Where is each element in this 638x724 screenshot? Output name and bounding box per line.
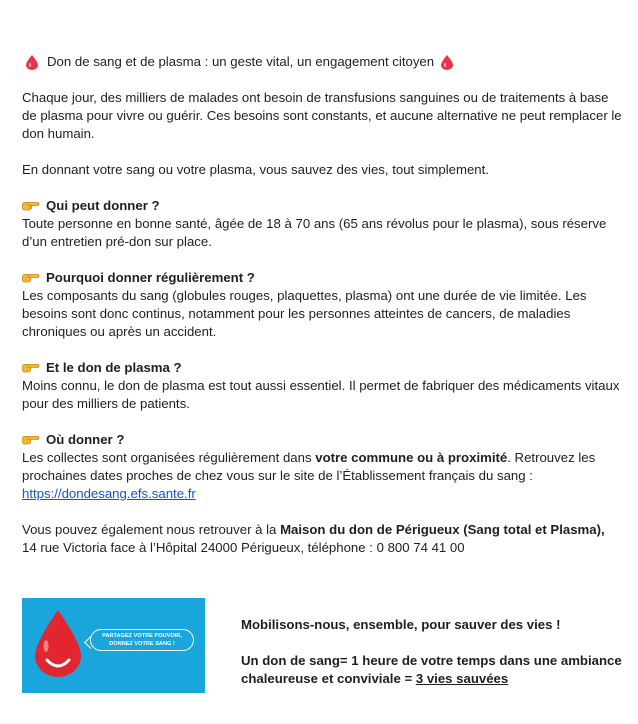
intro-paragraph: Chaque jour, des milliers de malades ont besoin de transfusions sanguines ou de traitements à base de plasma pour vivre ou guérir. Ces besoins sont constants, et aucune alternative ne peut remplacer le don humain. — [22, 90, 622, 141]
section-body: Moins connu, le don de plasma est tout aussi essentiel. Il permet de fabriquer des médicaments vitaux pour des milliers de patients. — [22, 378, 620, 411]
footer-block — [22, 598, 632, 693]
page-title: Don de sang et de plasma : un geste vital, un engagement citoyen — [47, 54, 435, 69]
pointing-hand-icon — [22, 359, 40, 374]
closing-line-2 — [241, 652, 631, 688]
banner-line-1: PARTAGEZ VOTRE POUVOIR, — [102, 633, 182, 639]
blood-drop-icon — [441, 55, 453, 70]
banner-line-2: DONNEZ VOTRE SANG ! — [109, 640, 175, 647]
maison-paragraph — [22, 521, 622, 557]
blood-drop-icon — [26, 55, 38, 70]
campaign-banner — [22, 598, 205, 693]
pointing-hand-icon — [22, 431, 40, 446]
section-heading-text: Qui peut donner ? — [46, 198, 160, 213]
maison-address: 14 rue Victoria face à l’Hôpital 24000 Périgueux, téléphone : 0 800 74 41 00 — [22, 540, 465, 555]
efs-link[interactable]: https://dondesang.efs.sante.fr — [22, 486, 196, 501]
section-heading — [22, 269, 622, 287]
speech-bubble — [90, 629, 194, 651]
section-heading — [22, 197, 622, 215]
intro-paragraph-2: En donnant votre sang ou votre plasma, vous sauvez des vies, tout simplement. — [22, 162, 489, 177]
section-body-post: . Retrouvez les prochaines dates proches de chez vous sur le site de l’Établissement français du sang : — [22, 450, 596, 483]
section-heading-text: Et le don de plasma ? — [46, 360, 182, 375]
document-body — [22, 53, 622, 557]
pointing-hand-icon — [22, 197, 40, 212]
closing-text — [241, 616, 631, 688]
section-body-pre: Les collectes sont organisées régulièrement dans — [22, 450, 316, 465]
section-heading-text: Pourquoi donner régulièrement ? — [46, 270, 255, 285]
maison-name: Maison du don de Périgueux (Sang total et Plasma), — [280, 522, 605, 537]
section-heading — [22, 359, 622, 377]
closing-line-1: Mobilisons-nous, ensemble, pour sauver des vies ! — [241, 617, 561, 632]
section-body — [22, 449, 622, 503]
section-body: Toute personne en bonne santé, âgée de 18 à 70 ans (65 ans révolus pour le plasma), sous réserve d’un entretien pré-don sur place. — [22, 216, 607, 249]
section-heading — [22, 431, 622, 449]
blood-drop-icon — [32, 608, 84, 678]
pointing-hand-icon — [22, 269, 40, 284]
section-body-bold: votre commune ou à proximité — [315, 450, 508, 465]
section-heading-text: Où donner ? — [46, 432, 125, 447]
closing-lives-saved: 3 vies sauvées — [415, 671, 509, 686]
section-body: Les composants du sang (globules rouges, plaquettes, plasma) ont une durée de vie limitée. Les besoins sont donc continus, notamment pour les personnes atteintes de cancers, de maladies chroniques ou après un accident. — [22, 288, 587, 339]
closing-line-2-text: Un don de sang= 1 heure de votre temps dans une ambiance chaleureuse et conviviale = — [241, 653, 622, 686]
page-title-line — [22, 53, 622, 71]
maison-pre: Vous pouvez également nous retrouver à la — [22, 522, 281, 537]
